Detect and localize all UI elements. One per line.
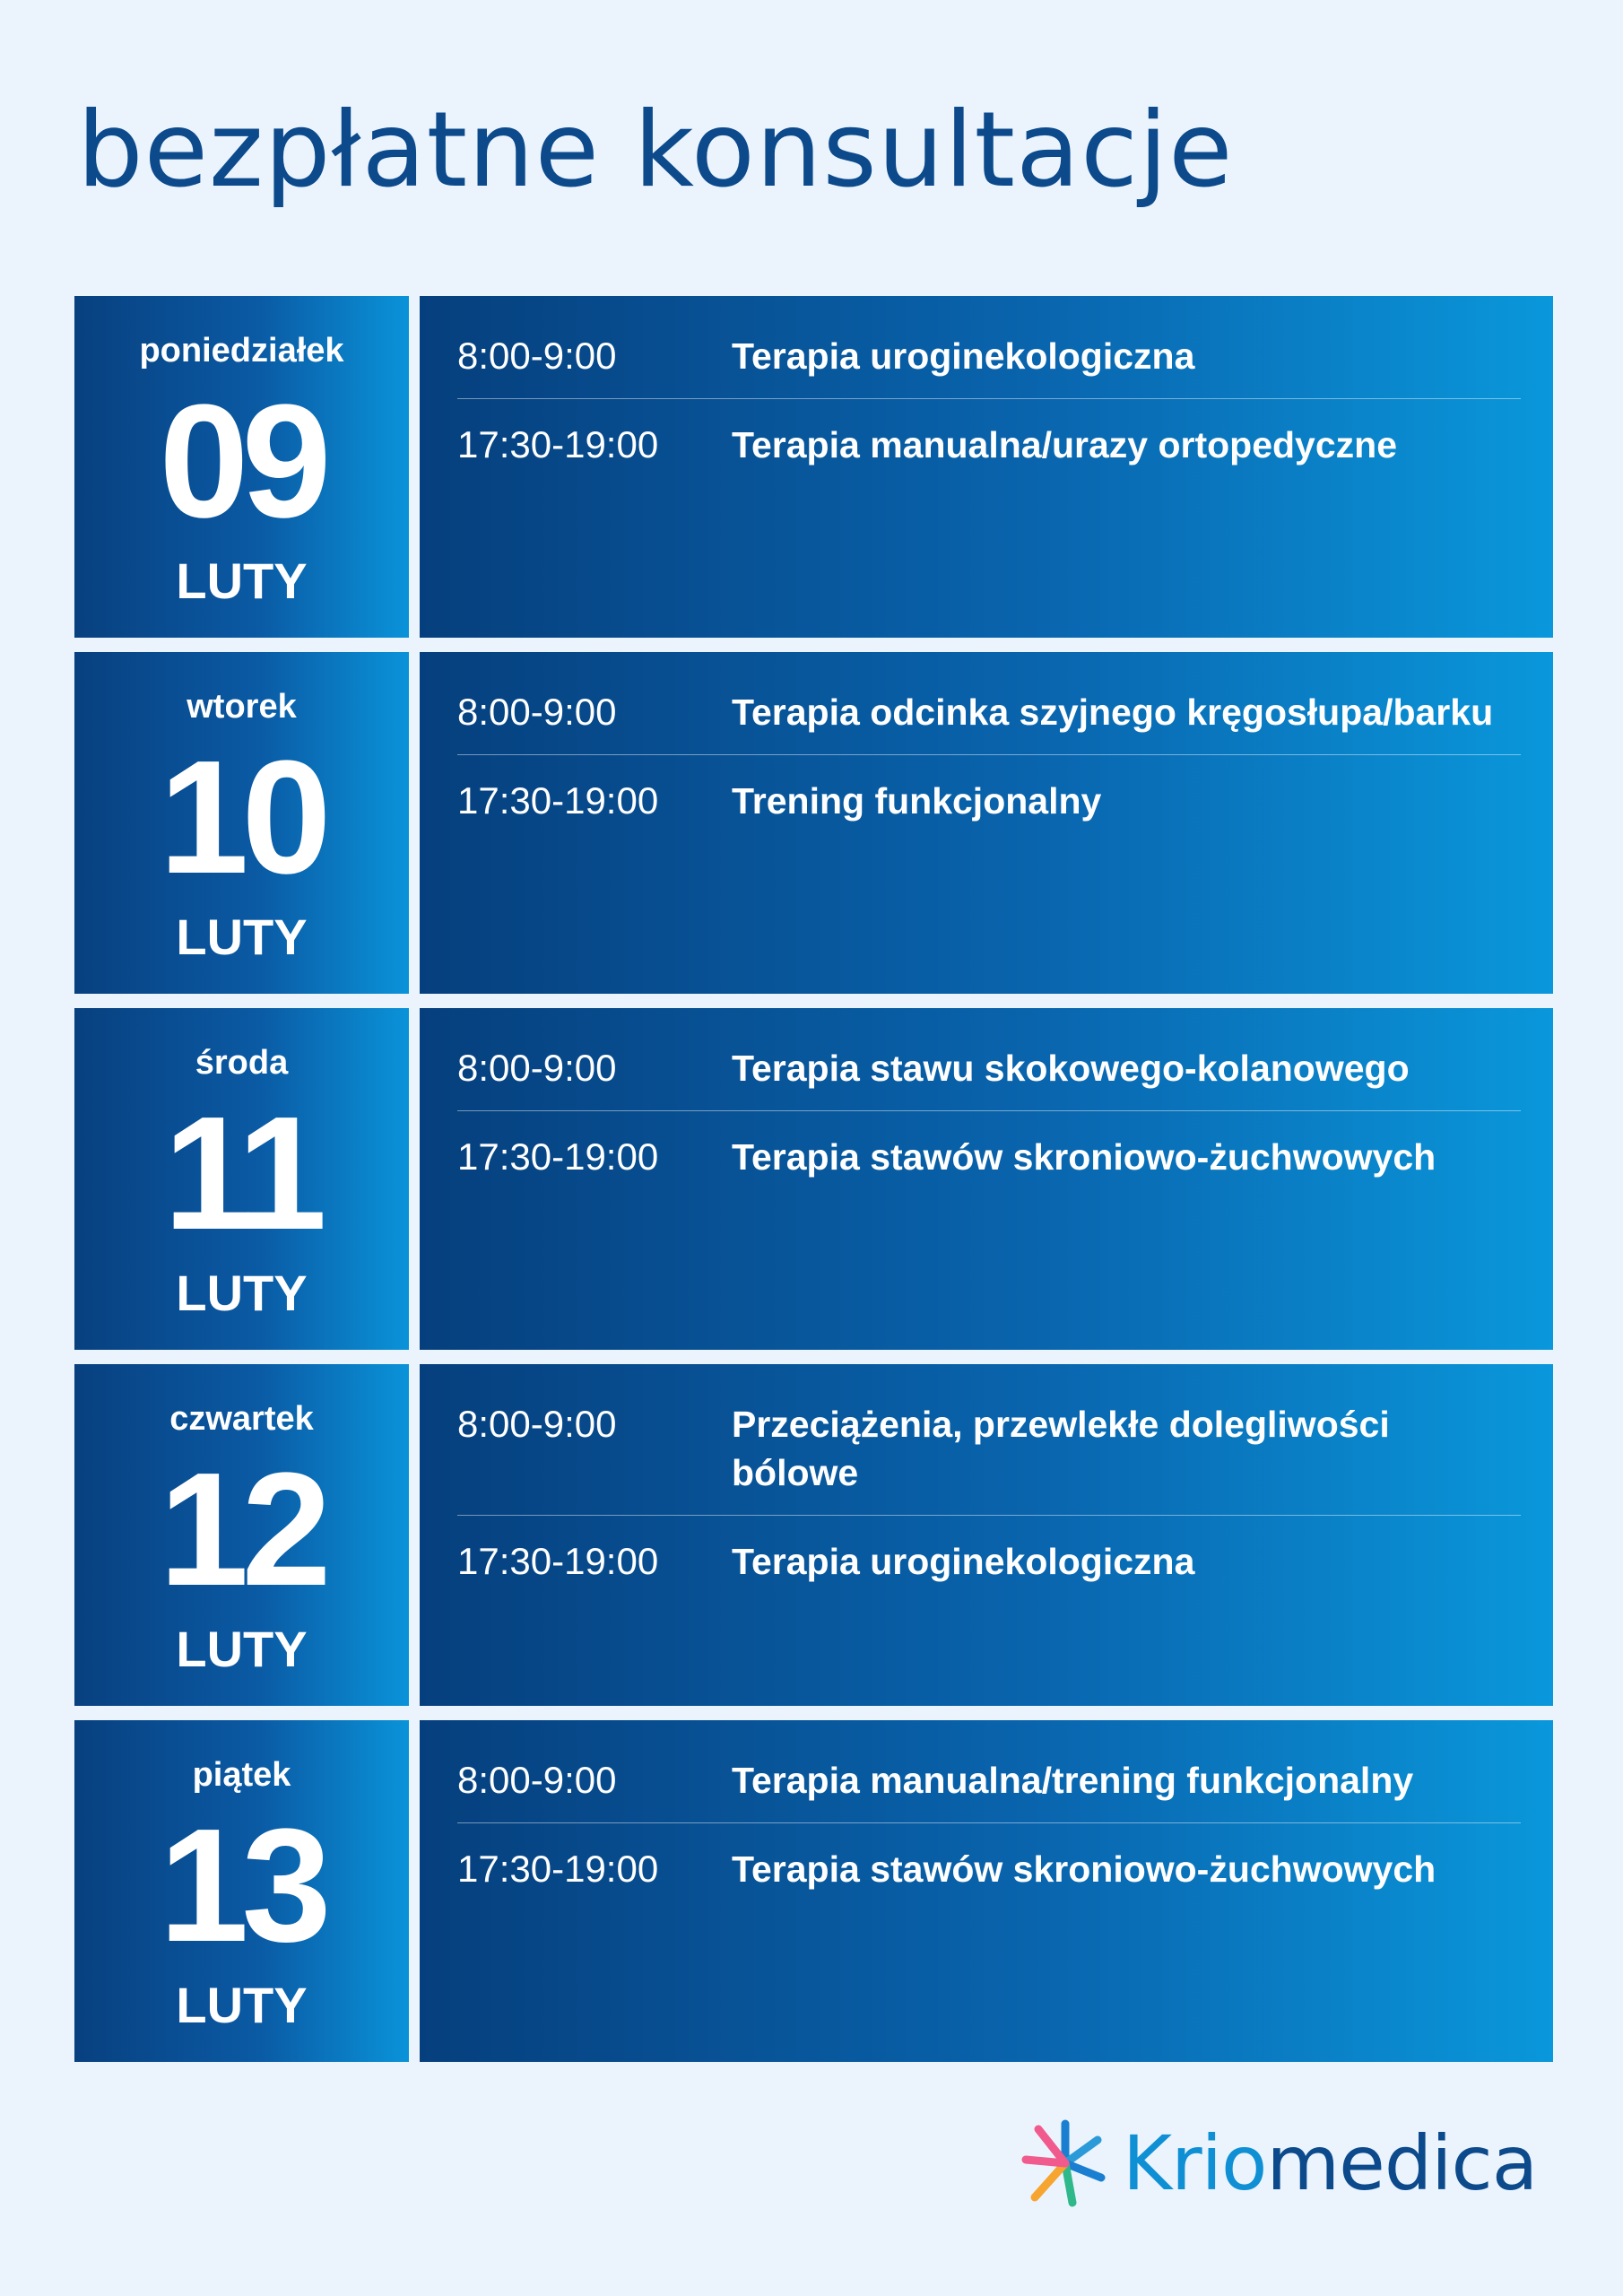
month: LUTY xyxy=(176,1265,308,1321)
session-time: 8:00-9:00 xyxy=(457,335,617,377)
date-block xyxy=(74,1364,409,1706)
session-time: 17:30-19:00 xyxy=(457,1540,659,1582)
session xyxy=(457,1400,1521,1515)
day-number: 11 xyxy=(163,1083,320,1264)
session-time: 8:00-9:00 xyxy=(457,1403,617,1445)
month: LUTY xyxy=(176,1977,308,2033)
session-time: 17:30-19:00 xyxy=(457,1848,659,1890)
session-topic: Terapia uroginekologiczna xyxy=(732,335,1195,377)
day-number: 09 xyxy=(159,371,325,552)
month: LUTY xyxy=(176,552,308,609)
session xyxy=(457,1822,1521,1911)
date-block xyxy=(74,296,409,638)
page-title: bezpłatne konsultacje xyxy=(77,90,1234,211)
weekday: wtorek xyxy=(187,688,297,726)
session-time: 8:00-9:00 xyxy=(457,1047,617,1089)
sessions-panel xyxy=(420,1720,1553,2062)
session-topic: Terapia uroginekologiczna xyxy=(732,1541,1195,1582)
sessions-panel xyxy=(420,1364,1553,1706)
session-time: 17:30-19:00 xyxy=(457,423,659,465)
session-topic: Terapia stawu skokowego-kolanowego xyxy=(732,1048,1410,1089)
day-row xyxy=(74,1364,1553,1706)
session xyxy=(457,688,1521,754)
schedule xyxy=(74,296,1553,2076)
session xyxy=(457,754,1521,843)
sessions-panel xyxy=(420,652,1553,994)
brand-name-part2: medica xyxy=(1266,2119,1538,2207)
brand-name xyxy=(1123,2119,1538,2207)
session-topic: Terapia manualna/trening funkcjonalny xyxy=(732,1760,1414,1801)
session-topic: Terapia stawów skroniowo-żuchwowych xyxy=(732,1848,1436,1890)
day-row xyxy=(74,296,1553,638)
day-row xyxy=(74,652,1553,994)
day-row xyxy=(74,1008,1553,1350)
month: LUTY xyxy=(176,1621,308,1677)
weekday: środa xyxy=(195,1044,289,1082)
sessions-panel xyxy=(420,296,1553,638)
sessions-panel xyxy=(420,1008,1553,1350)
session xyxy=(457,332,1521,398)
brand-logo xyxy=(1020,2118,1537,2208)
session-topic: Terapia manualna/urazy ortopedyczne xyxy=(732,424,1398,465)
session-time: 8:00-9:00 xyxy=(457,691,617,733)
session-topic: Terapia stawów skroniowo-żuchwowych xyxy=(732,1136,1436,1178)
kriomedica-star-logo-icon xyxy=(1020,2118,1110,2208)
day-number: 10 xyxy=(159,727,325,908)
session-time: 17:30-19:00 xyxy=(457,1135,659,1178)
weekday: piątek xyxy=(192,1756,291,1794)
date-block xyxy=(74,652,409,994)
session-topic: Przeciążenia, przewlekłe dolegliwości bólowe xyxy=(732,1404,1390,1493)
weekday: poniedziałek xyxy=(139,332,344,370)
date-block xyxy=(74,1720,409,2062)
session-topic: Trening funkcjonalny xyxy=(732,780,1102,822)
session xyxy=(457,1044,1521,1110)
weekday: czwartek xyxy=(169,1400,314,1438)
month: LUTY xyxy=(176,909,308,965)
brand-name-part1: Krio xyxy=(1123,2119,1267,2207)
day-number: 12 xyxy=(159,1439,325,1620)
session xyxy=(457,1515,1521,1604)
session xyxy=(457,1110,1521,1199)
session xyxy=(457,398,1521,487)
session-time: 17:30-19:00 xyxy=(457,779,659,822)
day-number: 13 xyxy=(159,1796,325,1976)
day-row xyxy=(74,1720,1553,2062)
date-block xyxy=(74,1008,409,1350)
session-topic: Terapia odcinka szyjnego kręgosłupa/barku xyxy=(732,691,1494,733)
session-time: 8:00-9:00 xyxy=(457,1759,617,1801)
session xyxy=(457,1756,1521,1822)
